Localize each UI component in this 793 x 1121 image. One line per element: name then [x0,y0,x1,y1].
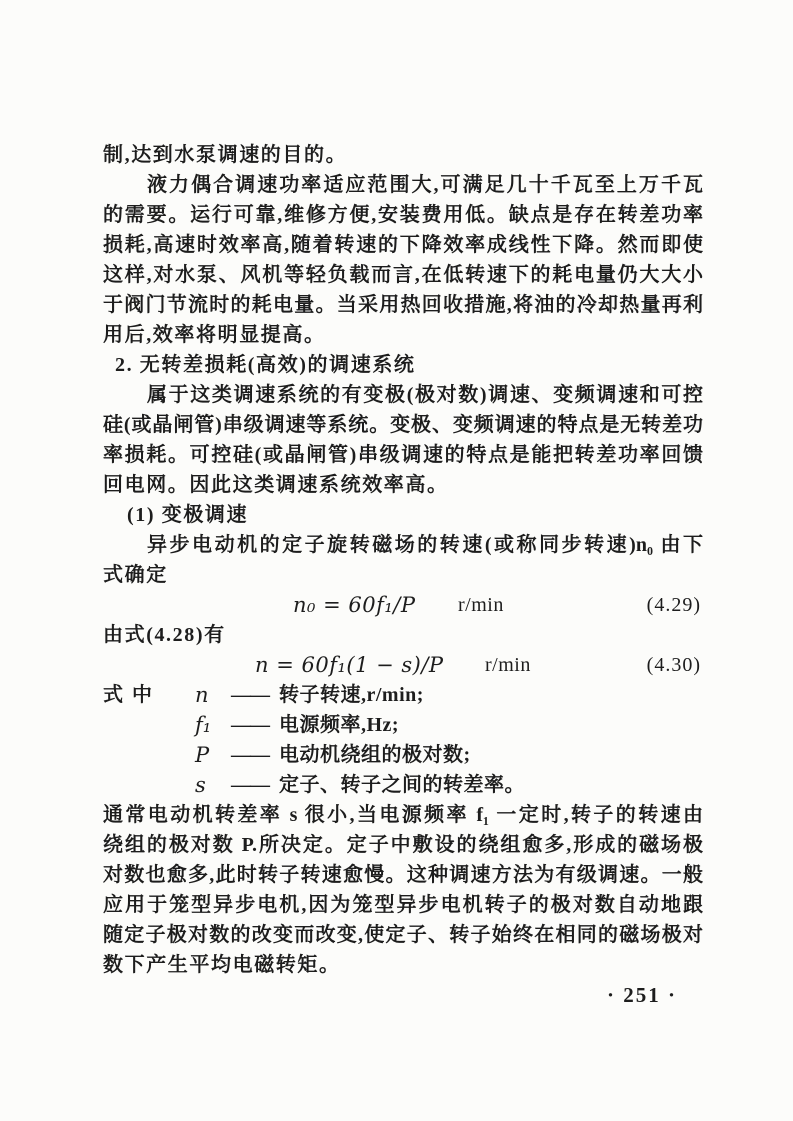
paragraph-line: 对数也愈多,此时转子转速愈慢。这种调速方法为有级调速。一般 [103,864,703,886]
where-clause-row [103,740,703,770]
definition-dash: —— [231,744,269,766]
equation-unit: r/min [485,654,531,676]
variable-term: n [195,683,209,707]
paragraph-line: 回电网。因此这类调速系统效率高。 [103,474,449,496]
paragraph-line: 绕组的极对数 P.所决定。定子中敷设的绕组愈多,形成的磁场极 [103,834,703,856]
paragraph-line: 式确定 [103,564,168,586]
paragraph-line: 的需要。运行可靠,维修方便,安装费用低。缺点是存在转差功率 [103,204,703,226]
paragraph-line: 通常电动机转差率 s 很小,当电源频率 f₁ 一定时,转子的转速由 [103,804,703,826]
equation-expression: n₀ = 60f₁/P [293,593,416,617]
paragraph-line: 属于这类调速系统的有变极(极对数)调速、变频调速和可控 [147,384,703,406]
where-clause-row [103,710,703,740]
variable-term: f₁ [195,713,212,737]
section-heading: 2. 无转差损耗(高效)的调速系统 [115,354,416,376]
definition-text: 电源频率,Hz; [279,714,400,736]
paragraph-line: 异步电动机的定子旋转磁场的转速(或称同步转速)n₀ 由下 [147,534,703,556]
equation-unit: r/min [458,594,504,616]
paragraph-line: 由式(4.28)有 [103,624,226,646]
subsection-heading: (1) 变极调速 [127,504,249,526]
paragraph-line: 于阀门节流时的耗电量。当采用热回收措施,将油的冷却热量再利 [103,294,703,316]
equation-expression: n = 60f₁(1 − s)/P [255,653,444,677]
definition-text: 定子、转子之间的转差率。 [279,774,525,796]
page-number: · 251 · [606,983,677,1007]
definition-dash: —— [231,684,269,706]
paragraph-line: 数下产生平均电磁转矩。 [103,954,341,976]
equation-line-4-29 [103,590,703,620]
where-label: 式中 [103,684,161,706]
paragraph-line: 这样,对水泵、风机等轻负载而言,在低转速下的耗电量仍大大小 [103,264,703,286]
where-clause-row [103,680,703,710]
equation-number: (4.30) [646,654,701,676]
definition-dash: —— [231,714,269,736]
paragraph-line: 液力偶合调速功率适应范围大,可满足几十千瓦至上万千瓦 [147,174,703,196]
definition-text: 电动机绕组的极对数; [279,744,471,766]
paragraph-line: 率损耗。可控硅(或晶闸管)串级调速的特点是能把转差功率回馈 [103,444,703,466]
text-column [103,140,703,1010]
paragraph-line: 制,达到水泵调速的目的。 [103,144,348,166]
where-clause-row [103,770,703,800]
paragraph-line: 用后,效率将明显提高。 [103,324,326,346]
paragraph-line: 硅(或晶闸管)串级调速等系统。变极、变频调速的特点是无转差功 [103,414,703,436]
paragraph-line: 损耗,高速时效率高,随着转速的下降效率成线性下降。然而即使 [103,234,703,256]
definition-dash: —— [231,774,269,796]
variable-term: s [195,773,206,797]
equation-line-4-30 [103,650,703,680]
paragraph-line: 应用于笼型异步电机,因为笼型异步电机转子的极对数自动地跟 [103,894,703,916]
paragraph-line: 随定子极对数的改变而改变,使定子、转子始终在相同的磁场极对 [103,924,703,946]
equation-number: (4.29) [646,594,701,616]
variable-term: P [195,743,210,767]
definition-text: 转子转速,r/min; [279,684,424,706]
